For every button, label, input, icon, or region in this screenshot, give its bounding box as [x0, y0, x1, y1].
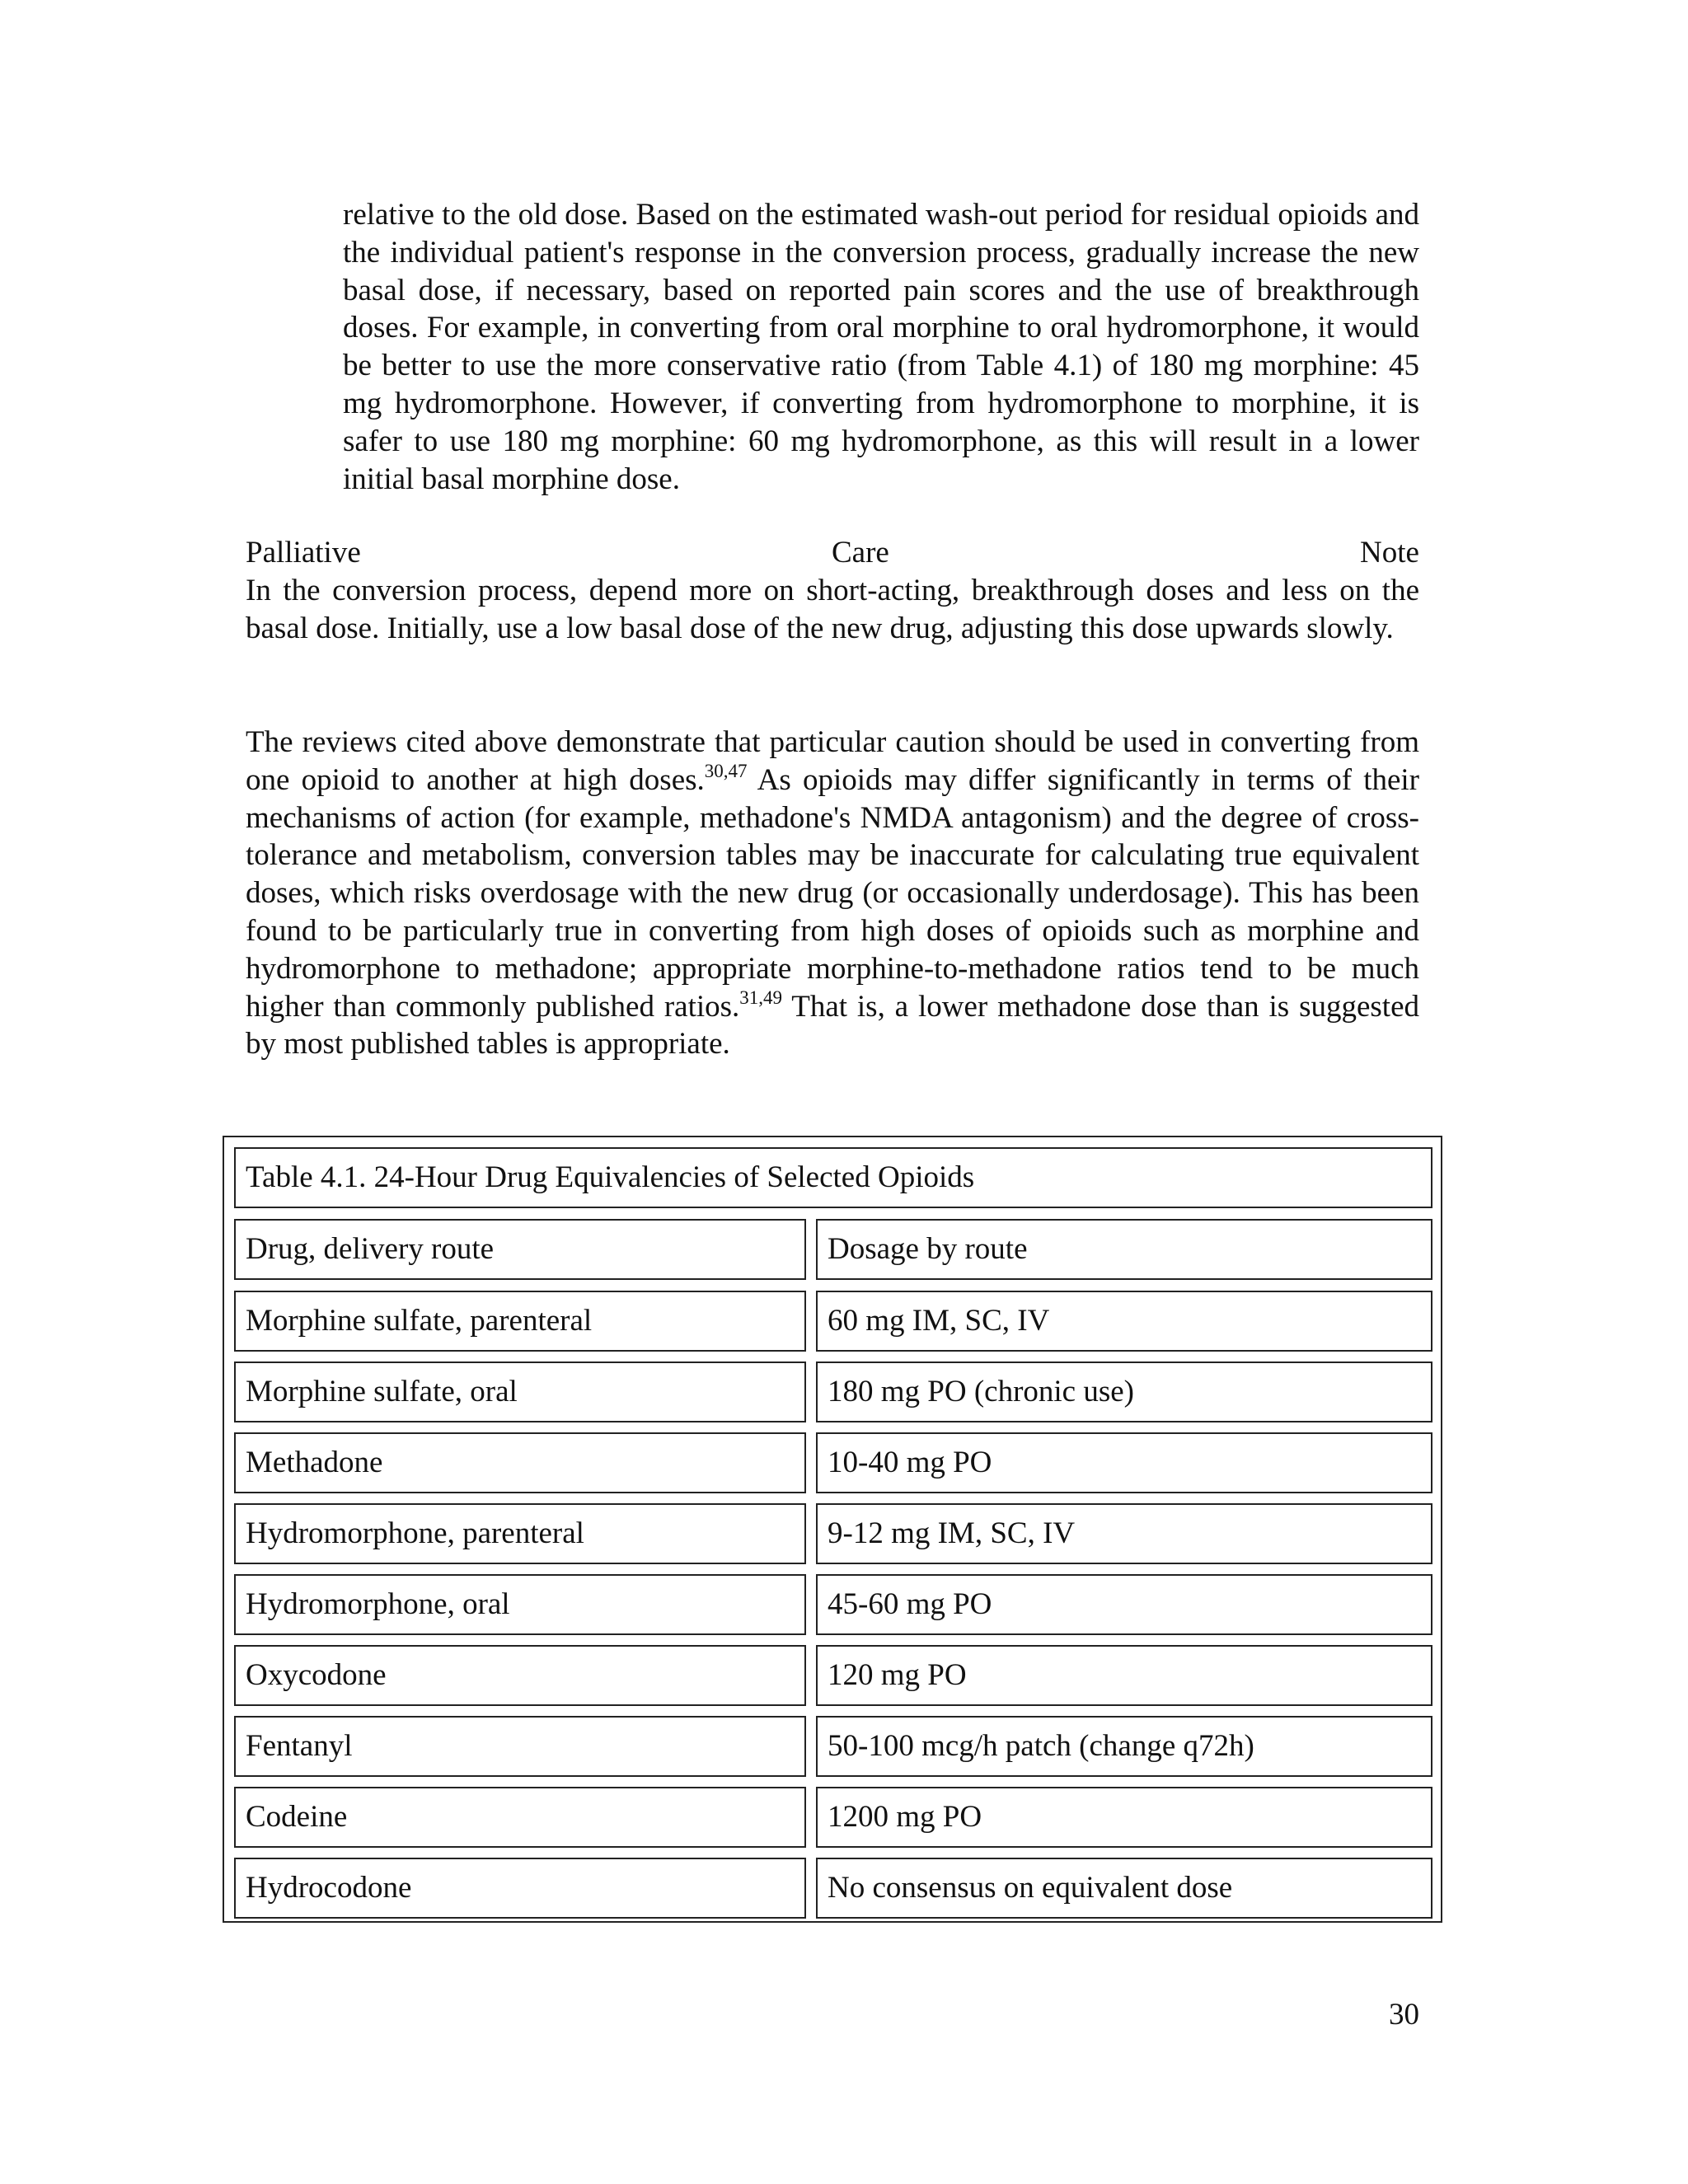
- note-heading: [246, 534, 1419, 572]
- opioid-equivalency-table: [223, 1136, 1442, 1923]
- palliative-care-note: [246, 534, 1419, 647]
- table-header-cell: Dosage by route: [816, 1219, 1432, 1280]
- reviews-text: The reviews cited above demonstrate that particular caution should be used in converting from one opioid to another at high doses.: [246, 725, 1419, 797]
- table-cell-drug: Hydromorphone, oral: [234, 1574, 806, 1635]
- table-cell-drug: Codeine: [234, 1787, 806, 1848]
- table-cell-drug: Fentanyl: [234, 1716, 806, 1777]
- table-cell-dosage: 120 mg PO: [816, 1645, 1432, 1706]
- table-caption: Table 4.1. 24-Hour Drug Equivalencies of Selected Opioids: [234, 1147, 1432, 1208]
- page-number: 30: [1389, 1998, 1419, 2032]
- indented-paragraph: relative to the old dose. Based on the estimated wash-out period for residual opioids and the individual patient's response in the conversion process, gradually increase the new basal dose, if necessary, based on reported pain scores and the use of breakthrough doses. For example, in converting from oral morphine to oral hydromorphone, it would be better to use the more conservative ratio (from Table 4.1) of 180 mg morphine: 45 mg hydromorphone. However, if converting from hydromorphone to morphine, it is safer to use 180 mg morphine: 60 mg hydromorphone, as this will result in a lower initial basal morphine dose.: [343, 198, 1419, 496]
- table-cell-drug: Hydromorphone, parenteral: [234, 1503, 806, 1564]
- citation-superscript: 31,49: [739, 987, 783, 1008]
- table-cell-dosage: 9-12 mg IM, SC, IV: [816, 1503, 1432, 1564]
- reviews-text: As opioids may differ significantly in terms of their mechanisms of action (for example, methadone's NMDA antagonism) and the degree of cross-tolerance and metabolism, conversion tables may be inaccurate for calculating true equivalent doses, which risks overdosage with the new drug (or occasionally underdosage). This has been found to be particularly true in converting from high doses of opioids such as morphine and hydromorphone to methadone; appropriate morphine-to-methadone ratios tend to be much higher than commonly published ratios.: [246, 762, 1419, 1024]
- citation-superscript: 30,47: [704, 760, 748, 781]
- table-cell-dosage: 1200 mg PO: [816, 1787, 1432, 1848]
- note-heading-word: Care: [831, 536, 889, 569]
- table-cell-dosage: 45-60 mg PO: [816, 1574, 1432, 1635]
- table-cell-dosage: No consensus on equivalent dose: [816, 1858, 1432, 1919]
- table-cell-dosage: 60 mg IM, SC, IV: [816, 1291, 1432, 1352]
- table-cell-dosage: 180 mg PO (chronic use): [816, 1361, 1432, 1422]
- reviews-text: That is, a lower methadone dose than is suggested by most published tables is appropriate.: [246, 989, 1419, 1062]
- table-cell-drug: Morphine sulfate, oral: [234, 1361, 806, 1422]
- table-cell-dosage: 10-40 mg PO: [816, 1432, 1432, 1493]
- table-cell-drug: Oxycodone: [234, 1645, 806, 1706]
- table-cell-drug: Hydrocodone: [234, 1858, 806, 1919]
- note-body: In the conversion process, depend more on short-acting, breakthrough doses and less on the basal dose. Initially, use a low basal dose of the new drug, adjusting this dose upwards slowly.: [246, 573, 1419, 645]
- table-cell-dosage: 50-100 mcg/h patch (change q72h): [816, 1716, 1432, 1777]
- note-heading-word: Palliative: [246, 536, 361, 569]
- table-cell-drug: Methadone: [234, 1432, 806, 1493]
- reviews-paragraph: [246, 724, 1419, 1063]
- table-header-cell: Drug, delivery route: [234, 1219, 806, 1280]
- table-cell-drug: Morphine sulfate, parenteral: [234, 1291, 806, 1352]
- note-heading-word: Note: [1360, 536, 1419, 569]
